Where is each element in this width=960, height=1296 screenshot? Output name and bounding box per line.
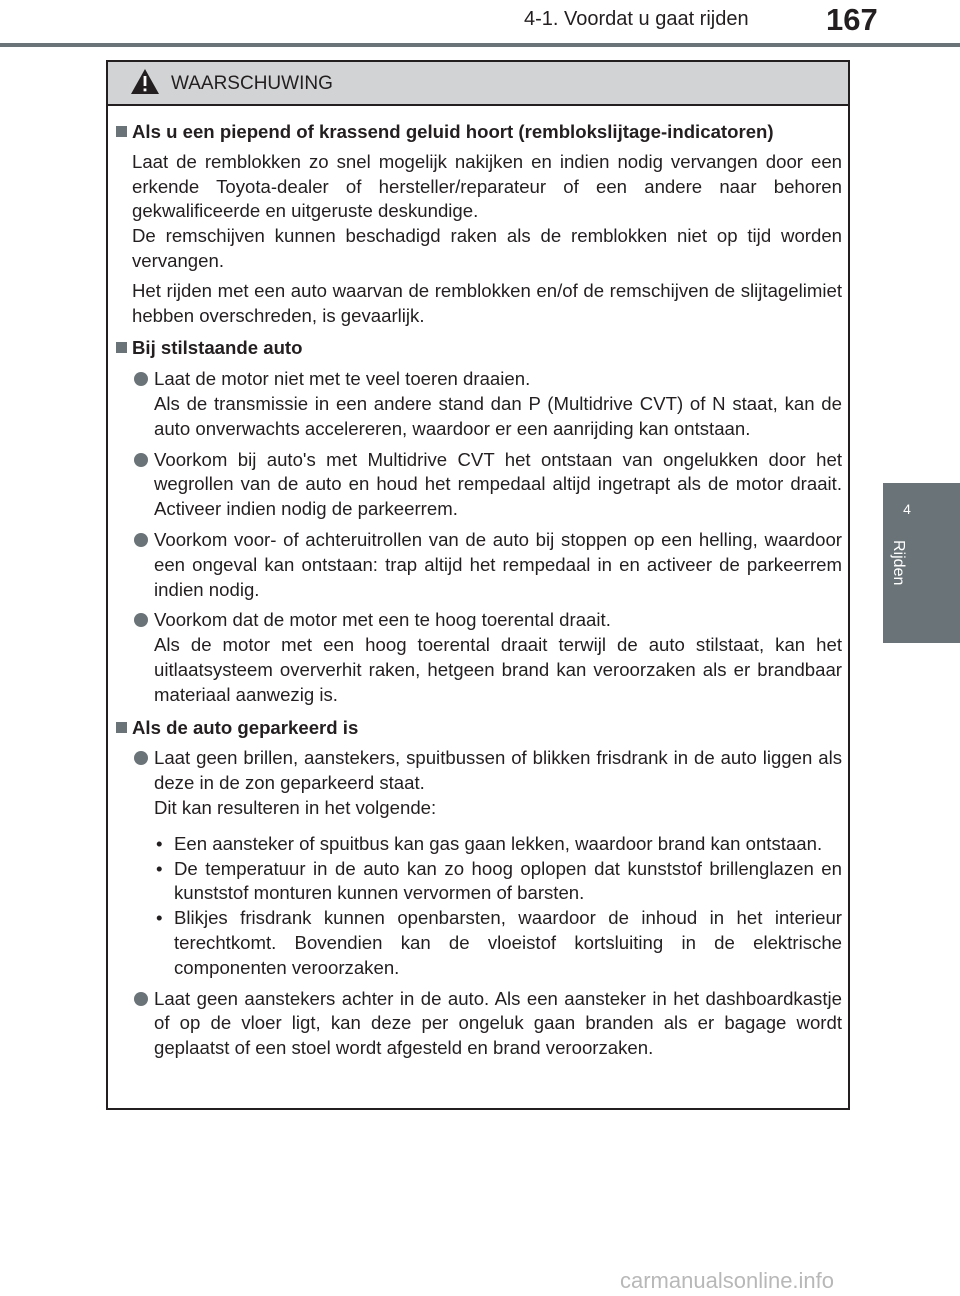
bullet-dot-icon: [134, 372, 148, 386]
warning-box: [106, 60, 850, 1110]
section-parked: [116, 716, 842, 1061]
list-item: Laat geen aanstekers achter in de auto. Als een aansteker in het dashboardkastje of op de vloer ligt, kan deze per ongeluk gaan branden als er bagage wordt geplaatst of een stoel wordt afgesteld en brand veroorzaken.: [154, 987, 842, 1061]
warning-header: [108, 62, 848, 106]
bullet-dot-icon: [134, 533, 148, 547]
list-item: Laat geen brillen, aanstekers, spuitbussen of blikken frisdrank in de auto liggen als deze in de zon geparkeerd staat. Dit kan resulteren in het volgende:: [154, 746, 842, 820]
warning-triangle-icon: [130, 68, 160, 95]
section-heading: Als u een piepend of krassend geluid hoort (remblokslijtage-indicatoren): [116, 120, 842, 145]
chapter-number: 4: [903, 501, 911, 517]
bullet-dot-icon: [134, 751, 148, 765]
sub-list: [154, 832, 842, 981]
warning-title: WAARSCHUWING: [171, 73, 333, 94]
sub-list-item: • Blikjes frisdrank kunnen openbarsten, waardoor de inhoud in het interieur terechtkomt. Bovendien kan de vloeistof kortsluiting in de elektrische componenten veroorzaken.: [154, 906, 842, 980]
list-item: Voorkom voor- of achteruitrollen van de auto bij stoppen op een helling, waardoor een ongeval kan ontstaan: trap altijd het rempedaal in en activeer de parkeerrem indien nodig.: [154, 528, 842, 602]
bullet-dot-icon: [134, 992, 148, 1006]
bullet-dot-icon: [134, 613, 148, 627]
list-item: Laat de motor niet met te veel toeren draaien. Als de transmissie in een andere stand dan P (Multidrive CVT) of N staat, kan de auto onverwachts accelereren, waardoor er een aanrijding kan ontstaan.: [154, 367, 842, 441]
list-item: Voorkom bij auto's met Multidrive CVT het ontstaan van ongelukken door het wegrollen van de auto en houd het rempedaal altijd ingetrapt als de motor draait. Activeer indien nodig de parkeerrem.: [154, 448, 842, 522]
warning-content: [116, 120, 842, 1061]
section-heading: Bij stilstaande auto: [116, 336, 842, 361]
sub-list-item: • De temperatuur in de auto kan zo hoog oplopen dat kunststof brillenglazen en kunststof monturen kunnen vervormen of barsten.: [154, 857, 842, 907]
header-rule: [0, 43, 960, 47]
section-stationary: [116, 336, 842, 707]
list-item: Voorkom dat de motor met een te hoog toerental draait. Als de motor met een hoog toerental draait terwijl de auto stilstaat, kan het uitlaatsysteem oververhit raken, hetgeen brand kan veroorzaken als er brandbaar materiaal aanwezig is.: [154, 608, 842, 707]
bullet-dot-icon: [134, 453, 148, 467]
page-number: 167: [826, 2, 878, 37]
section-heading: Als de auto geparkeerd is: [116, 716, 842, 741]
chapter-tab[interactable]: [883, 483, 960, 643]
chapter-label: Rijden: [890, 540, 907, 586]
section-title: 4-1. Voordat u gaat rijden: [524, 8, 749, 30]
watermark: carmanualsonline.info: [620, 1268, 835, 1293]
section-brake-wear: [116, 120, 842, 328]
sub-list-item: • Een aansteker of spuitbus kan gas gaan lekken, waardoor brand kan ontstaan.: [154, 832, 842, 857]
paragraph: Het rijden met een auto waarvan de remblokken en/of de remschijven de slijtagelimiet hebben overschreden, is gevaarlijk.: [132, 279, 842, 326]
paragraph: Laat de remblokken zo snel mogelijk nakijken en indien nodig vervangen door een erkende Toyota-dealer of hersteller/reparateur of een andere naar behoren gekwalificeerde en uitgeruste deskundige. De remschijven kunnen beschadigd raken als de remblokken niet op tijd worden vervangen.: [132, 150, 842, 271]
